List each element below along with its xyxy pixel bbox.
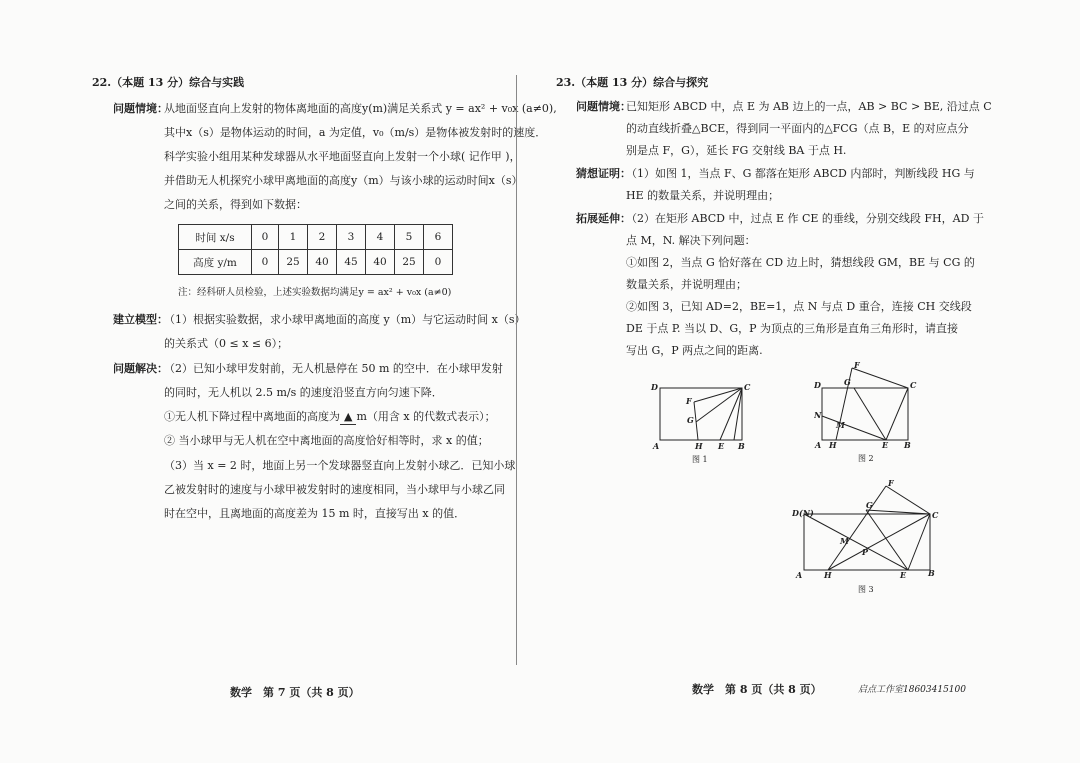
table-note: 注：经科研人员检验，上述实验数据均满足y = ax² + v₀x (a≠0) (178, 287, 452, 298)
extend-line: 数量关系，并说明理由； (626, 278, 747, 291)
table-cell: 25 (279, 250, 308, 275)
segment-ne (822, 416, 886, 440)
label-extend: 拓展延伸： (576, 212, 631, 225)
label-d: D (651, 382, 658, 392)
table-cell: 0 (252, 250, 279, 275)
q22-title: 22.（本题 13 分）综合与实践 (92, 76, 245, 89)
extend-line: DE 于点 P. 当以 D、G，P 为顶点的三角形是直角三角形时，请直接 (626, 322, 959, 335)
label-f: F (854, 360, 860, 370)
q23-context-line: 别是点 F，G），延长 FG 交射线 BA 于点 H. (626, 144, 847, 157)
label-b: B (738, 441, 745, 451)
rect-abcd (660, 388, 742, 440)
table-cell: 45 (337, 250, 366, 275)
label-context-23: 问题情境： (576, 100, 631, 113)
label-e: E (718, 441, 725, 451)
sub-question-3: 时在空中，且离地面的高度差为 15 m 时，直接写出 x 的值． (164, 507, 466, 520)
proof-line: HE 的数量关系，并说明理由； (626, 189, 780, 202)
label-context-22: 问题情境： (113, 102, 168, 115)
segment-ge (866, 510, 908, 570)
label-c: C (910, 380, 917, 390)
figure-2 (814, 360, 920, 464)
segment-ce (886, 388, 908, 440)
extend-line: （2）在矩形 ABCD 中，过点 E 作 CE 的垂线，分别交线段 FH，AD 于 (626, 212, 984, 225)
sub1-prefix: ①无人机下降过程中离地面的高度为 (164, 410, 340, 423)
table-cell: 1 (279, 225, 308, 250)
q22-context-line: 并借助无人机探究小球甲离地面的高度y（m）与该小球的运动时间x（s） (164, 174, 523, 187)
figure-3 (792, 478, 942, 596)
table-cell: 0 (252, 225, 279, 250)
answer-blank: ▲ (340, 410, 356, 425)
label-p: P (862, 547, 869, 557)
footer-page-7: 数学 第 7 页（共 8 页） (230, 686, 360, 699)
table-cell: 2 (308, 225, 337, 250)
model-line: （1）根据实验数据，求小球甲离地面的高度 y（m）与它运动时间 x（s） (164, 313, 526, 326)
label-h: H (824, 570, 832, 580)
label-g: G (687, 415, 694, 425)
label-e: E (882, 440, 889, 450)
q22-context-line: 其中x（s）是物体运动的时间，a 为定值，v₀（m/s）是物体被发射时的速度． (164, 126, 547, 139)
segment-gc (866, 510, 930, 514)
table-cell: 6 (424, 225, 453, 250)
segment-ec (908, 514, 930, 570)
q23-context-line: 的动直线折叠△BCE，得到同一平面内的△FCG（点 B，E 的对应点分 (626, 122, 969, 135)
fig1-caption: 图 1 (692, 455, 708, 464)
q23-title: 23.（本题 13 分）综合与探究 (556, 76, 709, 89)
table-cell: 40 (366, 250, 395, 275)
label-a: A (796, 570, 803, 580)
label-n: N (814, 410, 822, 420)
fig3-caption: 图 3 (858, 585, 874, 594)
q23-context-line: 已知矩形 ABCD 中，点 E 为 AB 边上的一点，AB > BC > BE, 沿过点 C (626, 100, 992, 113)
label-g: G (844, 377, 851, 387)
figure-1 (648, 378, 754, 464)
label-m: M (836, 420, 845, 430)
label-dn: D(N) (792, 508, 814, 518)
segment-ge (854, 388, 886, 440)
footer-page-8: 数学 第 8 页（共 8 页） (692, 683, 822, 696)
q22-context-line: 之间的关系，得到如下数据： (164, 198, 307, 211)
extend-line: 点 M，N. 解决下列问题： (626, 234, 756, 247)
q22-context-line: 科学实验小组用某种发球器从水平地面竖直向上发射一个小球( 记作甲 )， (164, 150, 521, 163)
segment-fc (886, 486, 930, 514)
label-c: C (932, 510, 939, 520)
label-e: E (900, 570, 907, 580)
label-b: B (928, 568, 935, 578)
label-h: H (829, 440, 837, 450)
table-cell: 0 (424, 250, 453, 275)
table-row (179, 250, 453, 275)
sub1-suffix: m（用含 x 的代数式表示）； (356, 410, 496, 423)
segment-de (804, 514, 908, 570)
sub-question-3: 乙被发射时的速度与小球甲被发射时的速度相同，当小球甲与小球乙同 (164, 483, 505, 496)
table-cell: 25 (395, 250, 424, 275)
fig2-caption: 图 2 (858, 454, 874, 463)
label-a: A (653, 441, 660, 451)
segment-fh (828, 486, 886, 570)
table-cell: 4 (366, 225, 395, 250)
page-divider (516, 75, 517, 665)
label-f: F (888, 478, 894, 488)
sub-question-1 (164, 410, 496, 425)
solve-line: 的同时，无人机以 2.5 m/s 的速度沿竖直方向匀速下降． (164, 386, 443, 399)
label-c: C (744, 382, 751, 392)
extend-line: ②如图 3，已知 AD=2，BE=1，点 N 与点 D 重合，连接 CH 交线段 (626, 300, 972, 313)
q22-context-line: 从地面竖直向上发射的物体离地面的高度y(m)满足关系式 y = ax² + v₀x (a≠0), (164, 102, 557, 115)
sub-question-3: （3）当 x = 2 时，地面上另一个发球器竖直向上发射小球乙．已知小球 (164, 459, 516, 472)
table-row (179, 225, 453, 250)
segment-fc (852, 368, 908, 388)
proof-line: （1）如图 1，当点 F、G 都落在矩形 ABCD 内部时，判断线段 HG 与 (626, 167, 975, 180)
watermark-text: 启点工作室18603415100 (858, 685, 966, 695)
segment-cf (694, 388, 742, 402)
label-proof: 猜想证明： (576, 167, 631, 180)
extend-line: 写出 G，P 两点之间的距离. (626, 344, 763, 357)
table-header-time: 时间 x/s (179, 225, 252, 250)
extend-line: ①如图 2，当点 G 恰好落在 CD 边上时，猜想线段 GM，BE 与 CG 的 (626, 256, 975, 269)
model-line: 的关系式（0 ≤ x ≤ 6）； (164, 337, 289, 350)
table-cell: 5 (395, 225, 424, 250)
label-m: M (840, 536, 849, 546)
table-cell: 3 (337, 225, 366, 250)
label-b: B (904, 440, 911, 450)
label-f: F (686, 396, 692, 406)
label-g: G (866, 500, 873, 510)
data-table (178, 224, 453, 275)
label-solve: 问题解决： (113, 362, 168, 375)
label-h: H (695, 441, 703, 451)
sub-question-2: ② 当小球甲与无人机在空中离地面的高度恰好相等时，求 x 的值； (164, 434, 489, 447)
table-cell: 40 (308, 250, 337, 275)
label-model: 建立模型： (113, 313, 168, 326)
segment-cm (734, 388, 742, 440)
label-d: D (814, 380, 821, 390)
solve-line: （2）已知小球甲发射前，无人机悬停在 50 m 的空中．在小球甲发射 (164, 362, 503, 375)
table-header-height: 高度 y/m (179, 250, 252, 275)
label-a: A (815, 440, 822, 450)
